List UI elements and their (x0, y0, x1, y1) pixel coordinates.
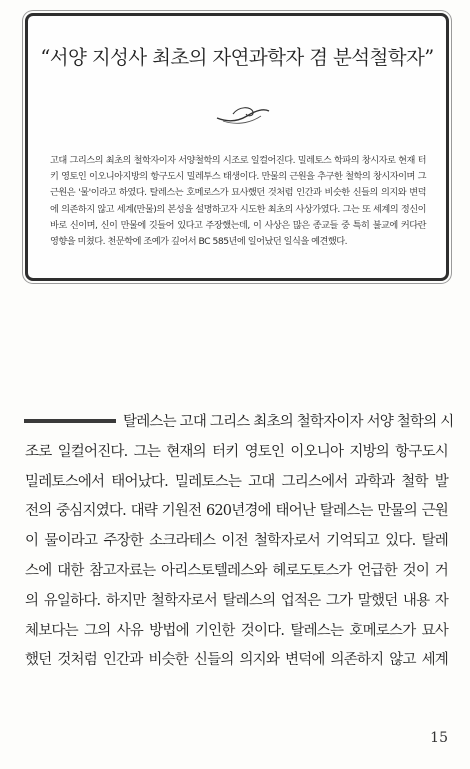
box-title: “서양 지성사 최초의 자연과학자 겸 분석철학자” (40, 46, 434, 69)
text-line: 조로 일컬어진다. 그는 현재의 터키 영토인 이오니아 지방의 항구도시 (25, 443, 448, 460)
text-line: 스에 대한 참고자료는 아리스토텔레스와 헤로도토스가 언급한 것이 거 (25, 562, 448, 579)
text-line: 전의 중심지였다. 대략 기원전 620년경에 태어난 탈레스는 만물의 근원 (25, 503, 448, 520)
text-line: 이 물이라고 주장한 소크라테스 이전 철학자로서 기억되고 있다. 탈레 (25, 533, 448, 550)
text-line: 체보다는 그의 사유 방법에 기인한 것이다. 탈레스는 호메로스가 묘사 (25, 622, 448, 639)
main-text (25, 408, 454, 676)
text-line: 탈레스는 고대 그리스 최초의 철학자이자 서양 철학의 시 (123, 414, 454, 430)
text-line: 밀레토스에서 태어났다. 밀레토스는 고대 그리스에서 과학과 철학 발 (25, 473, 448, 490)
flourish-ornament-icon (213, 102, 273, 126)
page-number: 15 (430, 730, 448, 746)
text-line: 의 유일하다. 하지만 철학자로서 탈레스의 업적은 그가 말했던 내용 자 (25, 592, 448, 609)
summary-box (25, 13, 449, 281)
text-line: 했던 것처럼 인간과 비슷한 신들의 의지와 변덕에 의존하지 않고 세계 (25, 652, 448, 669)
box-body-text: 고대 그리스의 최초의 철학자이자 서양철학의 시조로 일컬어진다. 밀레토스 학파의 창시자로 현재 터키 영토인 이오니아지방의 항구도시 밀레투스 태생이다. 만물의 근원을 추구한 철학의 창시자이며 그 근원은 '물'이라고 하였다. 탈레스는 호메로스가 묘사했던 것처럼 인간과 비슷한 신들의 의지와 변덕에 의존하지 않고 세계(만물)의 본성을 설명하고자 시도한 최초의 사상가였다. 그는 또 세계의 정신이 바로 신이며, 신이 만물에 깃들어 있다고 주장했는데, 이 사상은 많은 종교들 중 특히 불교에 커다란 영향을 미쳤다. 천문학에 조예가 깊어서 BC 585년에 일어났던 일식을 예견했다. (50, 155, 426, 248)
